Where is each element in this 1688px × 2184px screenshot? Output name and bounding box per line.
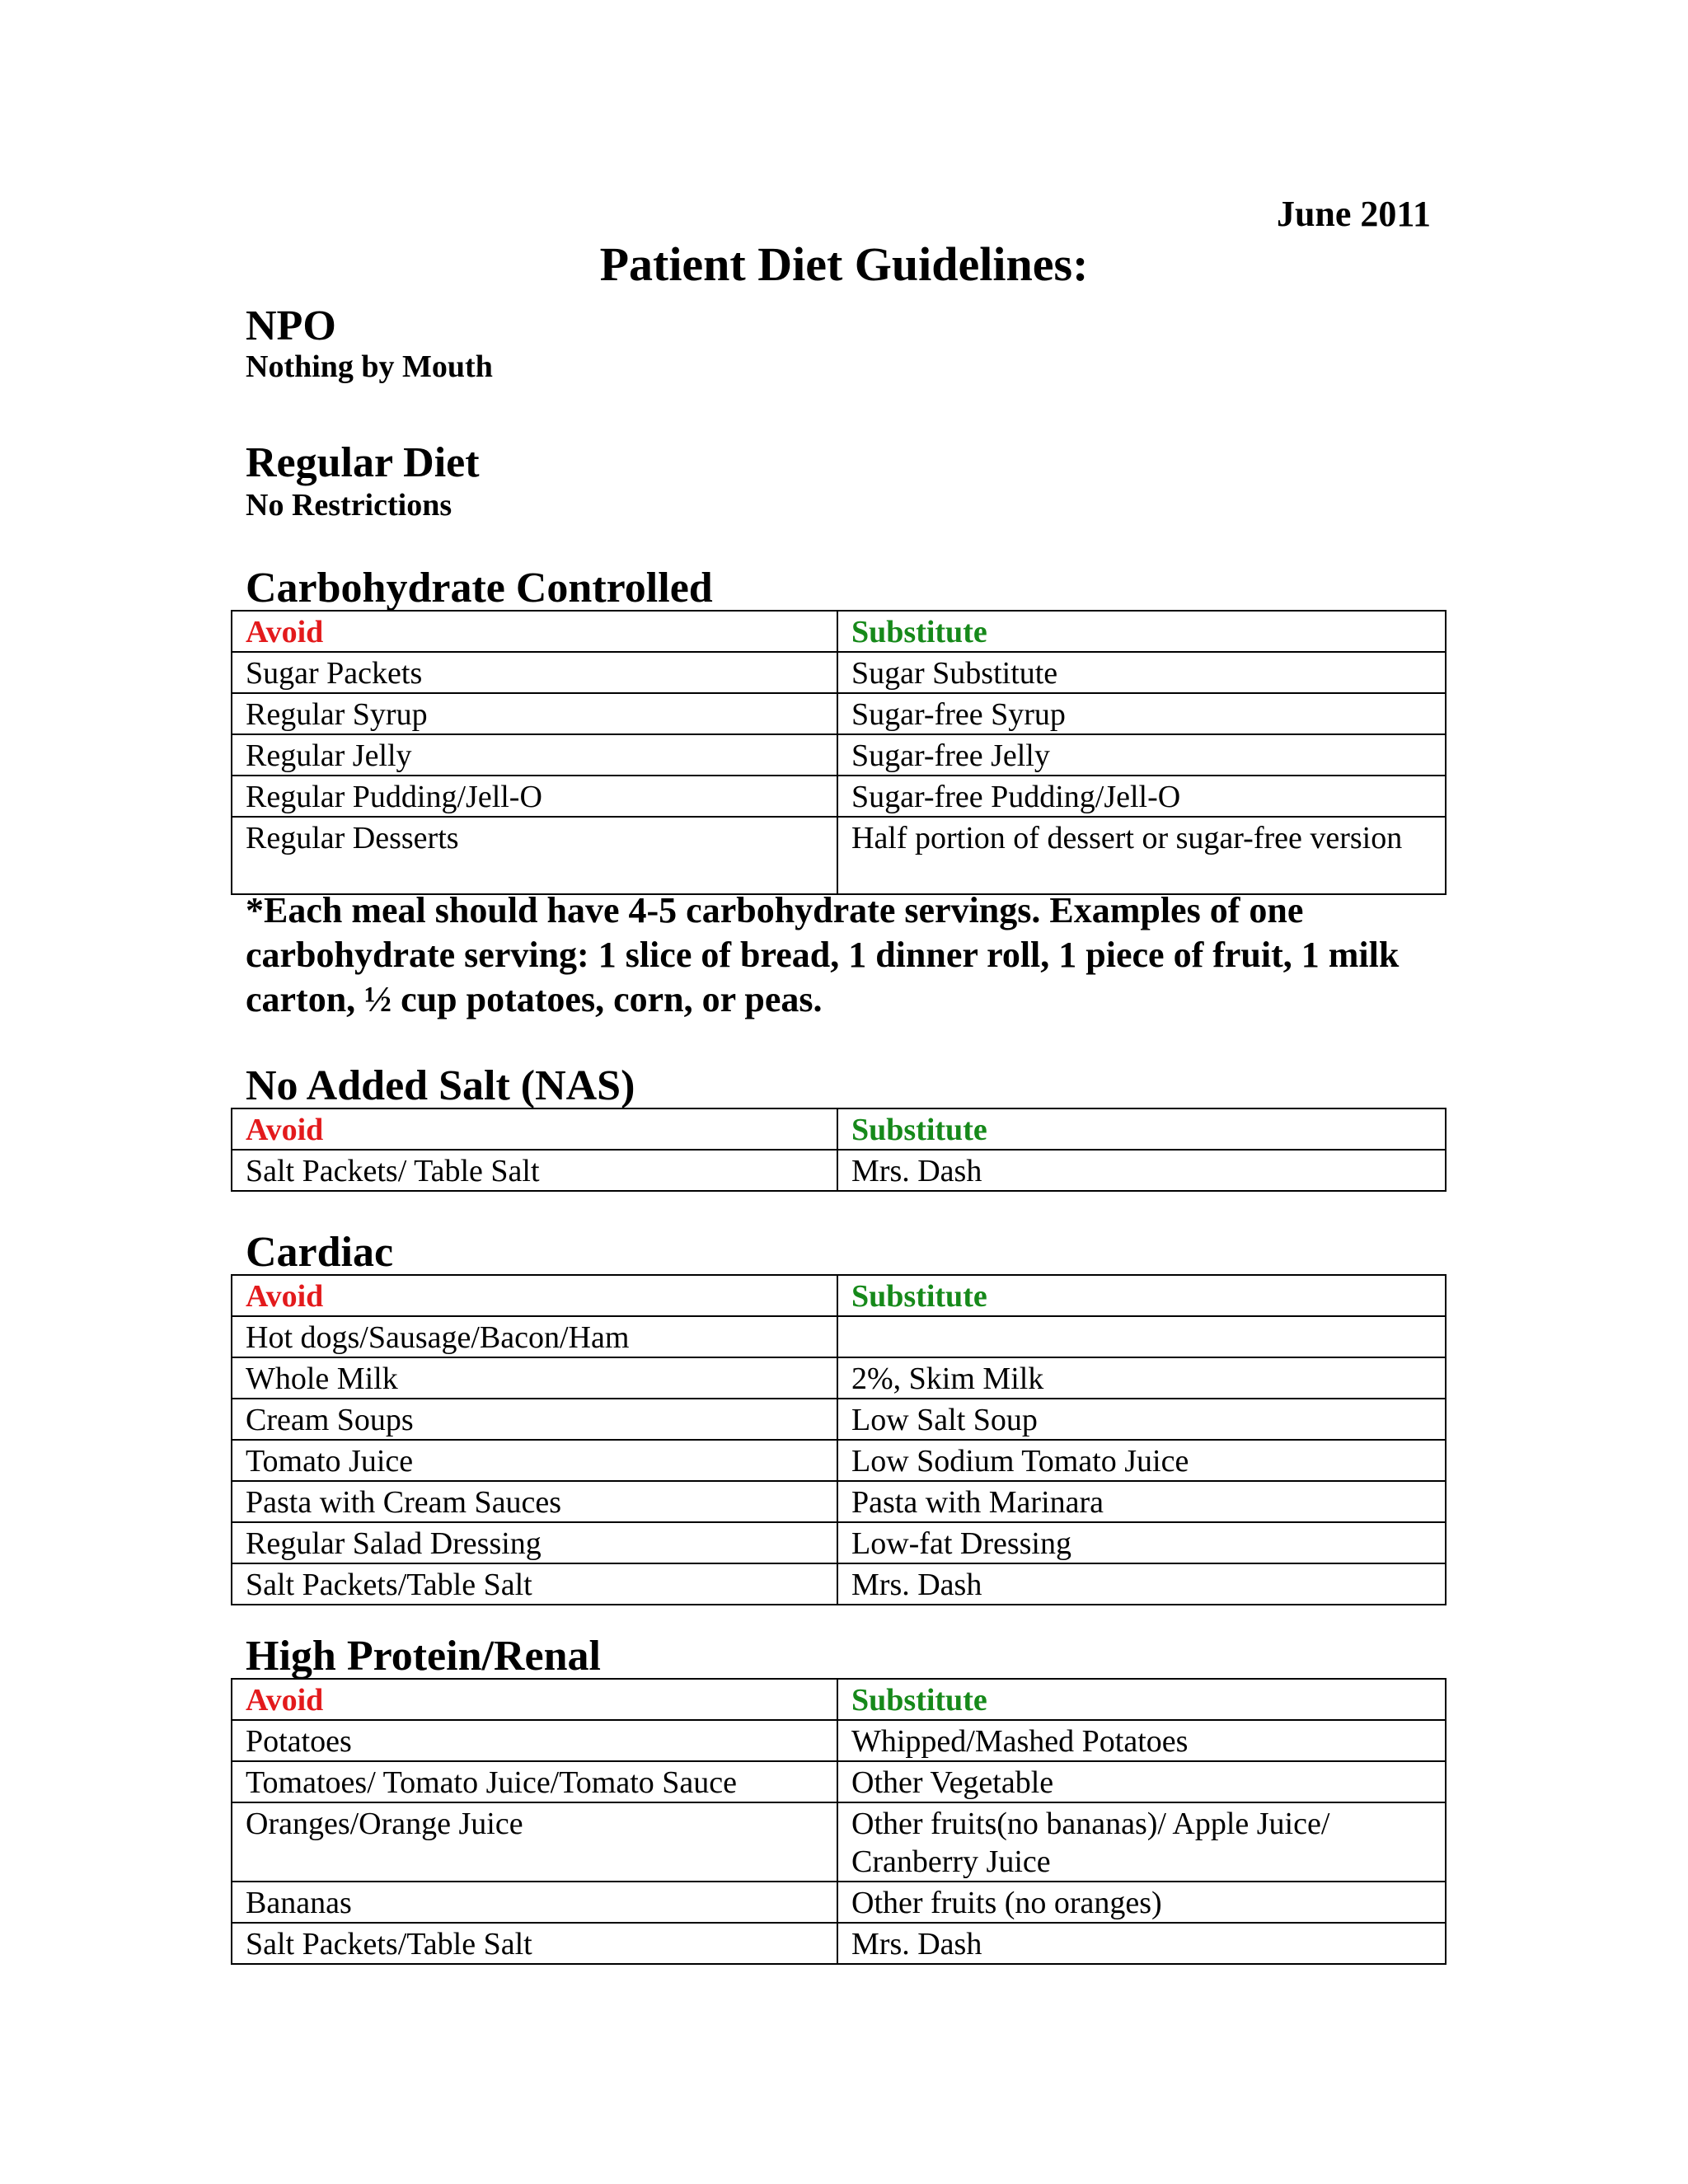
regular-diet-heading: Regular Diet <box>246 439 480 486</box>
substitute-header: Substitute <box>837 1275 1446 1316</box>
substitute-cell: Other fruits (no oranges) <box>837 1882 1446 1923</box>
substitute-cell: Other Vegetable <box>837 1761 1446 1802</box>
carb-serving-note: *Each meal should have 4-5 carbohydrate servings. Examples of one carbohydrate serving: 1 slice of bread, 1 dinner roll, 1 piece of fruit, 1 milk carton, ½ cup potatoes, corn, or peas. <box>246 890 1400 1019</box>
avoid-cell: Regular Desserts <box>232 817 837 894</box>
avoid-cell: Tomato Juice <box>232 1440 837 1481</box>
table-row <box>232 1761 1446 1802</box>
substitute-cell: 2%, Skim Milk <box>837 1357 1446 1399</box>
avoid-cell: Pasta with Cream Sauces <box>232 1481 837 1522</box>
table-row <box>232 1399 1446 1440</box>
substitute-cell: Mrs. Dash <box>837 1150 1446 1191</box>
table-row <box>232 1522 1446 1563</box>
substitute-cell: Sugar-free Syrup <box>837 693 1446 734</box>
avoid-cell: Salt Packets/ Table Salt <box>232 1150 837 1191</box>
cardiac-table <box>231 1274 1447 1605</box>
npo-subheading: Nothing by Mouth <box>246 349 493 384</box>
table-row <box>232 1923 1446 1964</box>
table-row <box>232 1720 1446 1761</box>
avoid-header: Avoid <box>232 611 837 652</box>
substitute-cell: Low Sodium Tomato Juice <box>837 1440 1446 1481</box>
avoid-cell: Salt Packets/Table Salt <box>232 1923 837 1964</box>
table-row <box>232 1316 1446 1357</box>
table-row <box>232 693 1446 734</box>
avoid-cell: Regular Syrup <box>232 693 837 734</box>
substitute-cell: Mrs. Dash <box>837 1563 1446 1605</box>
carb-controlled-table <box>231 610 1447 895</box>
table-header-row <box>232 1108 1446 1150</box>
substitute-cell: Low-fat Dressing <box>837 1522 1446 1563</box>
avoid-cell: Whole Milk <box>232 1357 837 1399</box>
substitute-header: Substitute <box>837 1108 1446 1150</box>
document-title: Patient Diet Guidelines: <box>599 237 1089 291</box>
table-row <box>232 652 1446 693</box>
substitute-cell: Sugar-free Jelly <box>837 734 1446 776</box>
table-row <box>232 776 1446 817</box>
nas-heading: No Added Salt (NAS) <box>246 1062 635 1109</box>
table-header-row <box>232 611 1446 652</box>
avoid-cell: Hot dogs/Sausage/Bacon/Ham <box>232 1316 837 1357</box>
table-row <box>232 1150 1446 1191</box>
cardiac-heading: Cardiac <box>246 1229 394 1276</box>
table-row <box>232 1802 1446 1882</box>
avoid-header: Avoid <box>232 1108 837 1150</box>
table-header-row <box>232 1679 1446 1720</box>
table-row <box>232 1882 1446 1923</box>
substitute-cell: Other fruits(no bananas)/ Apple Juice/ Cranberry Juice <box>837 1802 1446 1882</box>
avoid-header: Avoid <box>232 1275 837 1316</box>
substitute-cell: Mrs. Dash <box>837 1923 1446 1964</box>
table-row <box>232 1481 1446 1522</box>
regular-diet-subheading: No Restrictions <box>246 488 452 523</box>
substitute-header: Substitute <box>837 1679 1446 1720</box>
substitute-cell <box>837 1316 1446 1357</box>
substitute-cell: Sugar-free Pudding/Jell-O <box>837 776 1446 817</box>
table-row <box>232 734 1446 776</box>
avoid-header: Avoid <box>232 1679 837 1720</box>
table-row <box>232 1440 1446 1481</box>
avoid-cell: Regular Pudding/Jell-O <box>232 776 837 817</box>
document-date: June 2011 <box>1276 194 1431 234</box>
avoid-cell: Regular Jelly <box>232 734 837 776</box>
substitute-header: Substitute <box>837 611 1446 652</box>
nas-table <box>231 1108 1447 1192</box>
avoid-cell: Regular Salad Dressing <box>232 1522 837 1563</box>
avoid-cell: Cream Soups <box>232 1399 837 1440</box>
avoid-cell: Oranges/Orange Juice <box>232 1802 837 1882</box>
substitute-cell: Whipped/Mashed Potatoes <box>837 1720 1446 1761</box>
table-header-row <box>232 1275 1446 1316</box>
substitute-cell: Half portion of dessert or sugar-free version <box>837 817 1446 894</box>
substitute-cell: Pasta with Marinara <box>837 1481 1446 1522</box>
renal-table <box>231 1678 1447 1965</box>
avoid-cell: Potatoes <box>232 1720 837 1761</box>
npo-heading: NPO <box>246 302 336 349</box>
renal-heading: High Protein/Renal <box>246 1633 601 1680</box>
table-row <box>232 817 1446 894</box>
substitute-cell: Low Salt Soup <box>837 1399 1446 1440</box>
avoid-cell: Tomatoes/ Tomato Juice/Tomato Sauce <box>232 1761 837 1802</box>
avoid-cell: Bananas <box>232 1882 837 1923</box>
table-row <box>232 1357 1446 1399</box>
carb-controlled-heading: Carbohydrate Controlled <box>246 565 713 612</box>
table-row <box>232 1563 1446 1605</box>
avoid-cell: Sugar Packets <box>232 652 837 693</box>
substitute-cell: Sugar Substitute <box>837 652 1446 693</box>
avoid-cell: Salt Packets/Table Salt <box>232 1563 837 1605</box>
